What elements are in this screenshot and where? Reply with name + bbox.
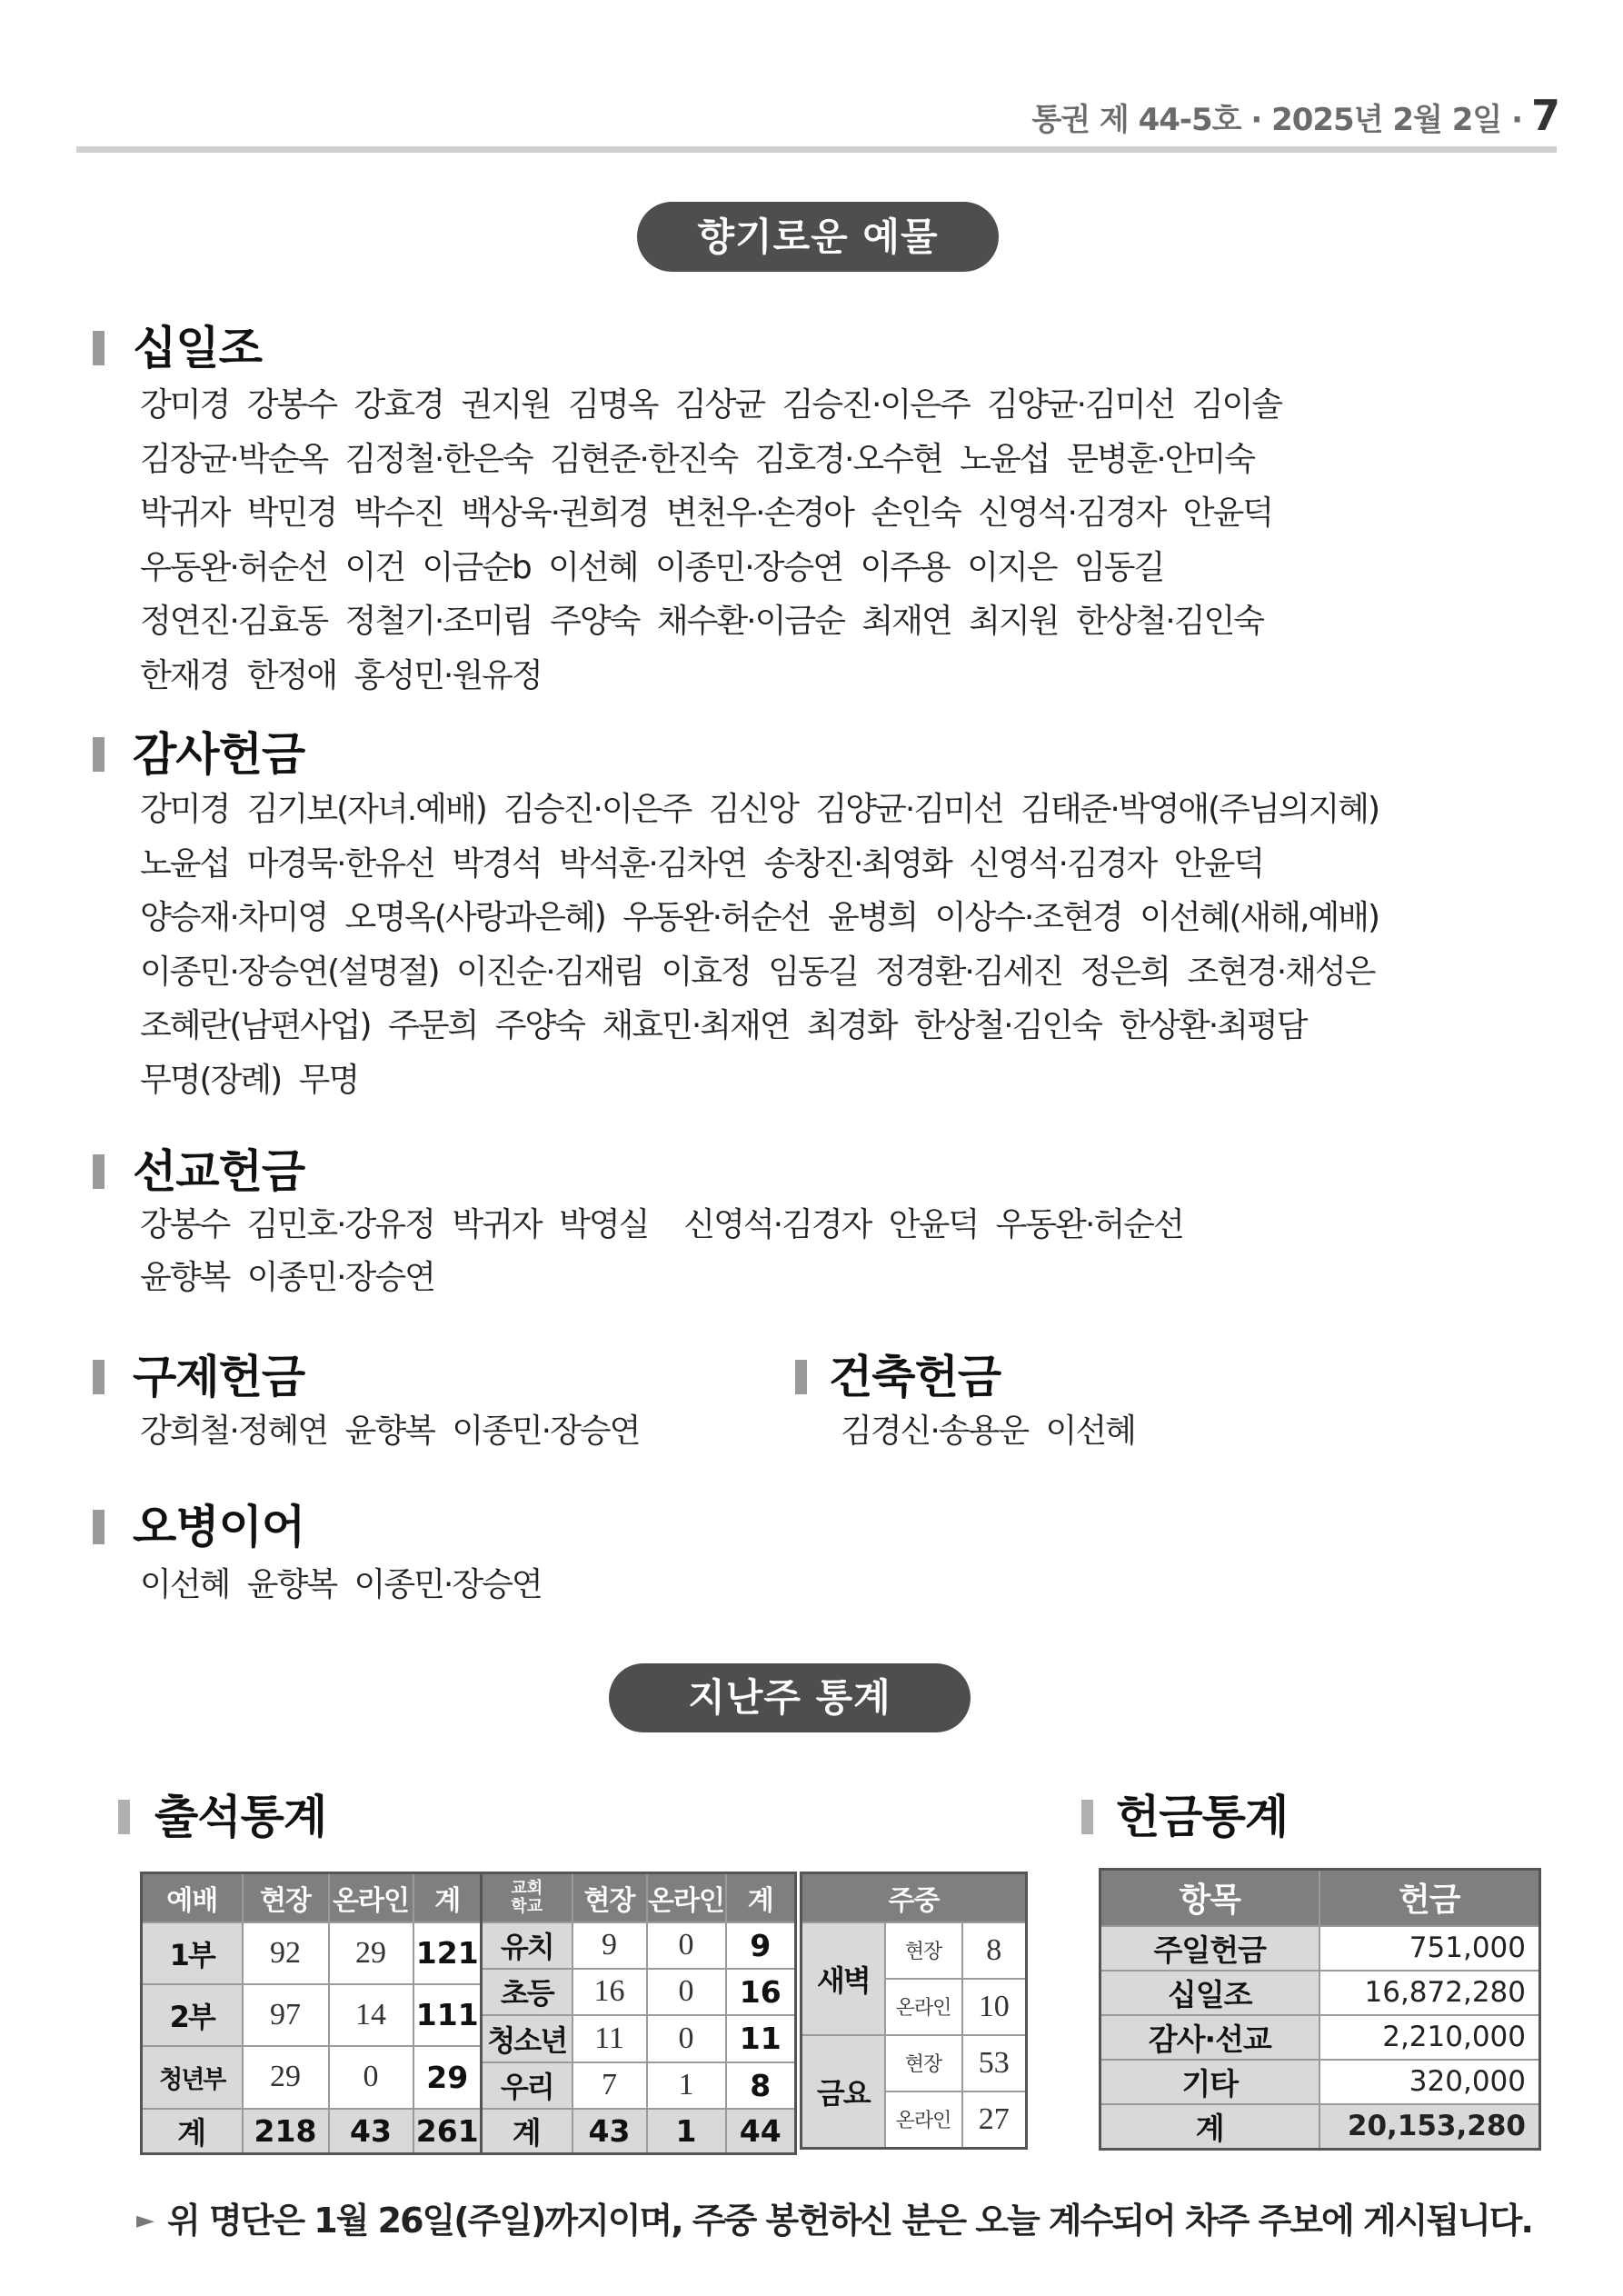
onsite-count: 29: [243, 2046, 329, 2109]
section-marker: [118, 1800, 130, 1834]
table-row: [482, 2062, 796, 2109]
total-label: 계: [1100, 2104, 1319, 2150]
name-line: 조혜란(남편사업) 주문희 주양숙 채효민·최재연 최경화 한상철·김인숙 한상환·최평담: [140, 1007, 1307, 1044]
column-header: 계: [726, 1873, 796, 1922]
column-header: 온라인: [647, 1873, 726, 1922]
section-marker: [1081, 1800, 1093, 1834]
name-line: 양승재·차미영 오명옥(사랑과은혜) 우동완·허순선 윤병희 이상수·조현경 이선혜(새해,예배): [140, 899, 1379, 936]
row-total: 16: [726, 1969, 796, 2015]
online-count: 0: [329, 2046, 413, 2109]
row-label: 1부: [142, 1922, 243, 1984]
section-marker: [93, 1360, 105, 1394]
thanksgiving-title: 감사헌금: [133, 728, 305, 781]
column-header: 현장: [573, 1873, 647, 1922]
name-line: 노윤섭 마경묵·한유선 박경석 박석훈·김차연 송창진·최영화 신영석·김경자 안윤덕: [140, 844, 1264, 883]
row-total: 111: [413, 1984, 483, 2046]
online-count: 1: [647, 2062, 726, 2109]
attendance-type: 현장: [885, 1922, 962, 1979]
amount: 751,000: [1319, 1926, 1540, 1971]
attendance-count: 10: [962, 1979, 1027, 2035]
total-onsite: 218: [243, 2109, 329, 2154]
tithe-title: 십일조: [133, 322, 262, 374]
header-line: 교회: [511, 1878, 543, 1898]
row-label: 초등: [482, 1969, 573, 2015]
onsite-count: 7: [573, 2062, 647, 2109]
online-count: 14: [329, 1984, 413, 2046]
total-row: [1100, 2104, 1540, 2150]
attendance-type: 온라인: [885, 2091, 962, 2149]
table-row: [482, 2015, 796, 2062]
online-count: 29: [329, 1922, 413, 1984]
section-marker: [93, 331, 105, 365]
grand-total: 44: [726, 2109, 796, 2154]
onsite-count: 97: [243, 1984, 329, 2046]
table-row: [142, 1922, 483, 1984]
section-marker: [93, 1510, 105, 1544]
page-number: 7: [1530, 91, 1559, 140]
total-online: 1: [647, 2109, 726, 2154]
relief-name-list: [140, 1404, 639, 1459]
row-total: 8: [726, 2062, 796, 2109]
item-label: 기타: [1100, 2060, 1319, 2104]
row-total: 11: [726, 2015, 796, 2062]
amount: 320,000: [1319, 2060, 1540, 2104]
name-line: 윤향복 이종민·장승연: [140, 1259, 434, 1296]
mission-title: 선교헌금: [133, 1145, 305, 1198]
name-line: 무명(장례) 무명: [140, 1061, 359, 1099]
offering-stats-table: [1099, 1868, 1541, 2151]
table-row: [1100, 1971, 1540, 2015]
onsite-count: 92: [243, 1922, 329, 1984]
name-line: 김경신·송용운 이선혜: [841, 1413, 1135, 1450]
tithe-name-list: [140, 378, 1281, 703]
five-loaves-title: 오병이어: [133, 1501, 305, 1553]
relief-title: 구제헌금: [133, 1351, 305, 1403]
attendance-type: 현장: [885, 2035, 962, 2091]
table-row: [482, 1969, 796, 2015]
name-line: 김장균·박순옥 김정철·한은숙 김현준·한진숙 김호경·오수현 노윤섭 문병훈·안미숙: [140, 440, 1255, 478]
total-amount: 20,153,280: [1319, 2104, 1540, 2150]
grand-total: 261: [413, 2109, 483, 2154]
amount: 16,872,280: [1319, 1971, 1540, 2015]
section-marker: [93, 737, 105, 772]
onsite-count: 9: [573, 1922, 647, 1969]
service-label: 금요: [802, 2035, 885, 2149]
total-row: [482, 2109, 796, 2154]
column-header: 항목: [1100, 1870, 1319, 1926]
section-marker: [795, 1360, 807, 1394]
offering-stats-title: 헌금통계: [1116, 1791, 1289, 1843]
name-line: 강봉수 김민호·강유정 박귀자 박영실 신영석·김경자 안윤덕 우동완·허순선: [140, 1206, 1183, 1243]
column-header: 현장: [243, 1873, 329, 1922]
footnote: 위 명단은 1월 26일(주일)까지이며, 주중 봉헌하신 분은 오늘 계수되어 차주 주보에 게시됩니다.: [167, 2201, 1532, 2241]
building-name-list: [841, 1404, 1135, 1459]
name-line: 한재경 한정애 홍성민·원유정: [140, 656, 542, 694]
row-total: 121: [413, 1922, 483, 1984]
item-label: 주일헌금: [1100, 1926, 1319, 1971]
column-header: [482, 1873, 573, 1922]
table-row: [802, 1922, 1027, 1979]
section-marker: [93, 1154, 105, 1189]
column-header: 헌금: [1319, 1870, 1540, 1926]
table-header-row: [142, 1873, 483, 1922]
school-attendance-table: [480, 1872, 797, 2155]
row-total: 9: [726, 1922, 796, 1969]
online-count: 0: [647, 1922, 726, 1969]
total-online: 43: [329, 2109, 413, 2154]
table-row: [142, 1984, 483, 2046]
mission-name-list: [140, 1199, 1183, 1304]
total-label: 계: [142, 2109, 243, 2154]
weekday-attendance-table: [800, 1872, 1028, 2150]
row-total: 29: [413, 2046, 483, 2109]
online-count: 0: [647, 1969, 726, 2015]
name-line: 이선혜 윤향복 이종민·장승연: [140, 1566, 542, 1603]
amount: 2,210,000: [1319, 2015, 1540, 2060]
online-count: 0: [647, 2015, 726, 2062]
column-header: 온라인: [329, 1873, 413, 1922]
header-divider: [76, 146, 1557, 153]
issue-text: 통권 제 44-5호 · 2025년 2월 2일 ·: [1031, 102, 1522, 138]
table-header-row: [482, 1873, 796, 1922]
name-line: 강미경 강봉수 강효경 권지원 김명옥 김상균 김승진·이은주 김양균·김미선 김이솔: [140, 386, 1282, 424]
name-line: 이종민·장승연(설명절) 이진순·김재림 이효정 임동길 정경환·김세진 정은희 조현경·채성은: [140, 953, 1375, 991]
table-row: [482, 1922, 796, 1969]
building-title: 건축헌금: [829, 1351, 1001, 1403]
table-row: [142, 2046, 483, 2109]
column-header: 계: [413, 1873, 483, 1922]
total-label: 계: [482, 2109, 573, 2154]
issue-header: [1031, 90, 1559, 141]
attendance-type: 온라인: [885, 1979, 962, 2035]
attendance-count: 27: [962, 2091, 1027, 2149]
item-label: 감사·선교: [1100, 2015, 1319, 2060]
table-row: [1100, 1926, 1540, 1971]
name-line: 우동완·허순선 이건 이금순b 이선혜 이종민·장승연 이주용 이지은 임동길: [140, 548, 1164, 586]
offerings-section-title: 향기로운 예물: [637, 202, 999, 272]
row-label: 청소년: [482, 2015, 573, 2062]
name-line: 강미경 김기보(자녀.예배) 김승진·이은주 김신앙 김양균·김미선 김태준·박영애(주님의지혜): [140, 791, 1379, 828]
name-line: 정연진·김효동 정철기·조미림 주양숙 채수환·이금순 최재연 최지원 한상철·김인숙: [140, 603, 1264, 640]
onsite-count: 16: [573, 1969, 647, 2015]
column-header: 예배: [142, 1873, 243, 1922]
table-row: [1100, 2015, 1540, 2060]
attendance-count: 8: [962, 1922, 1027, 1979]
row-label: 청년부: [142, 2046, 243, 2109]
total-onsite: 43: [573, 2109, 647, 2154]
name-line: 강희철·정혜연 윤향복 이종민·장승연: [140, 1413, 640, 1450]
row-label: 우리: [482, 2062, 573, 2109]
attendance-title: 출석통계: [154, 1791, 327, 1843]
column-header: 주중: [802, 1873, 1027, 1922]
statistics-section-title: 지난주 통계: [609, 1663, 971, 1732]
thanksgiving-name-list: [140, 783, 1379, 1107]
table-header-row: [1100, 1870, 1540, 1926]
table-row: [1100, 2060, 1540, 2104]
arrow-icon: ►: [136, 2207, 154, 2234]
onsite-count: 11: [573, 2015, 647, 2062]
row-label: 유치: [482, 1922, 573, 1969]
table-row: [802, 2035, 1027, 2091]
item-label: 십일조: [1100, 1971, 1319, 2015]
header-line: 학교: [511, 1896, 543, 1916]
row-label: 2부: [142, 1984, 243, 2046]
table-header-row: [802, 1873, 1027, 1922]
total-row: [142, 2109, 483, 2154]
attendance-count: 53: [962, 2035, 1027, 2091]
worship-attendance-table: [140, 1872, 483, 2155]
name-line: 박귀자 박민경 박수진 백상욱·권희경 변천우·손경아 손인숙 신영석·김경자 안윤덕: [140, 494, 1273, 532]
five-loaves-name-list: [140, 1558, 542, 1612]
service-label: 새벽: [802, 1922, 885, 2035]
